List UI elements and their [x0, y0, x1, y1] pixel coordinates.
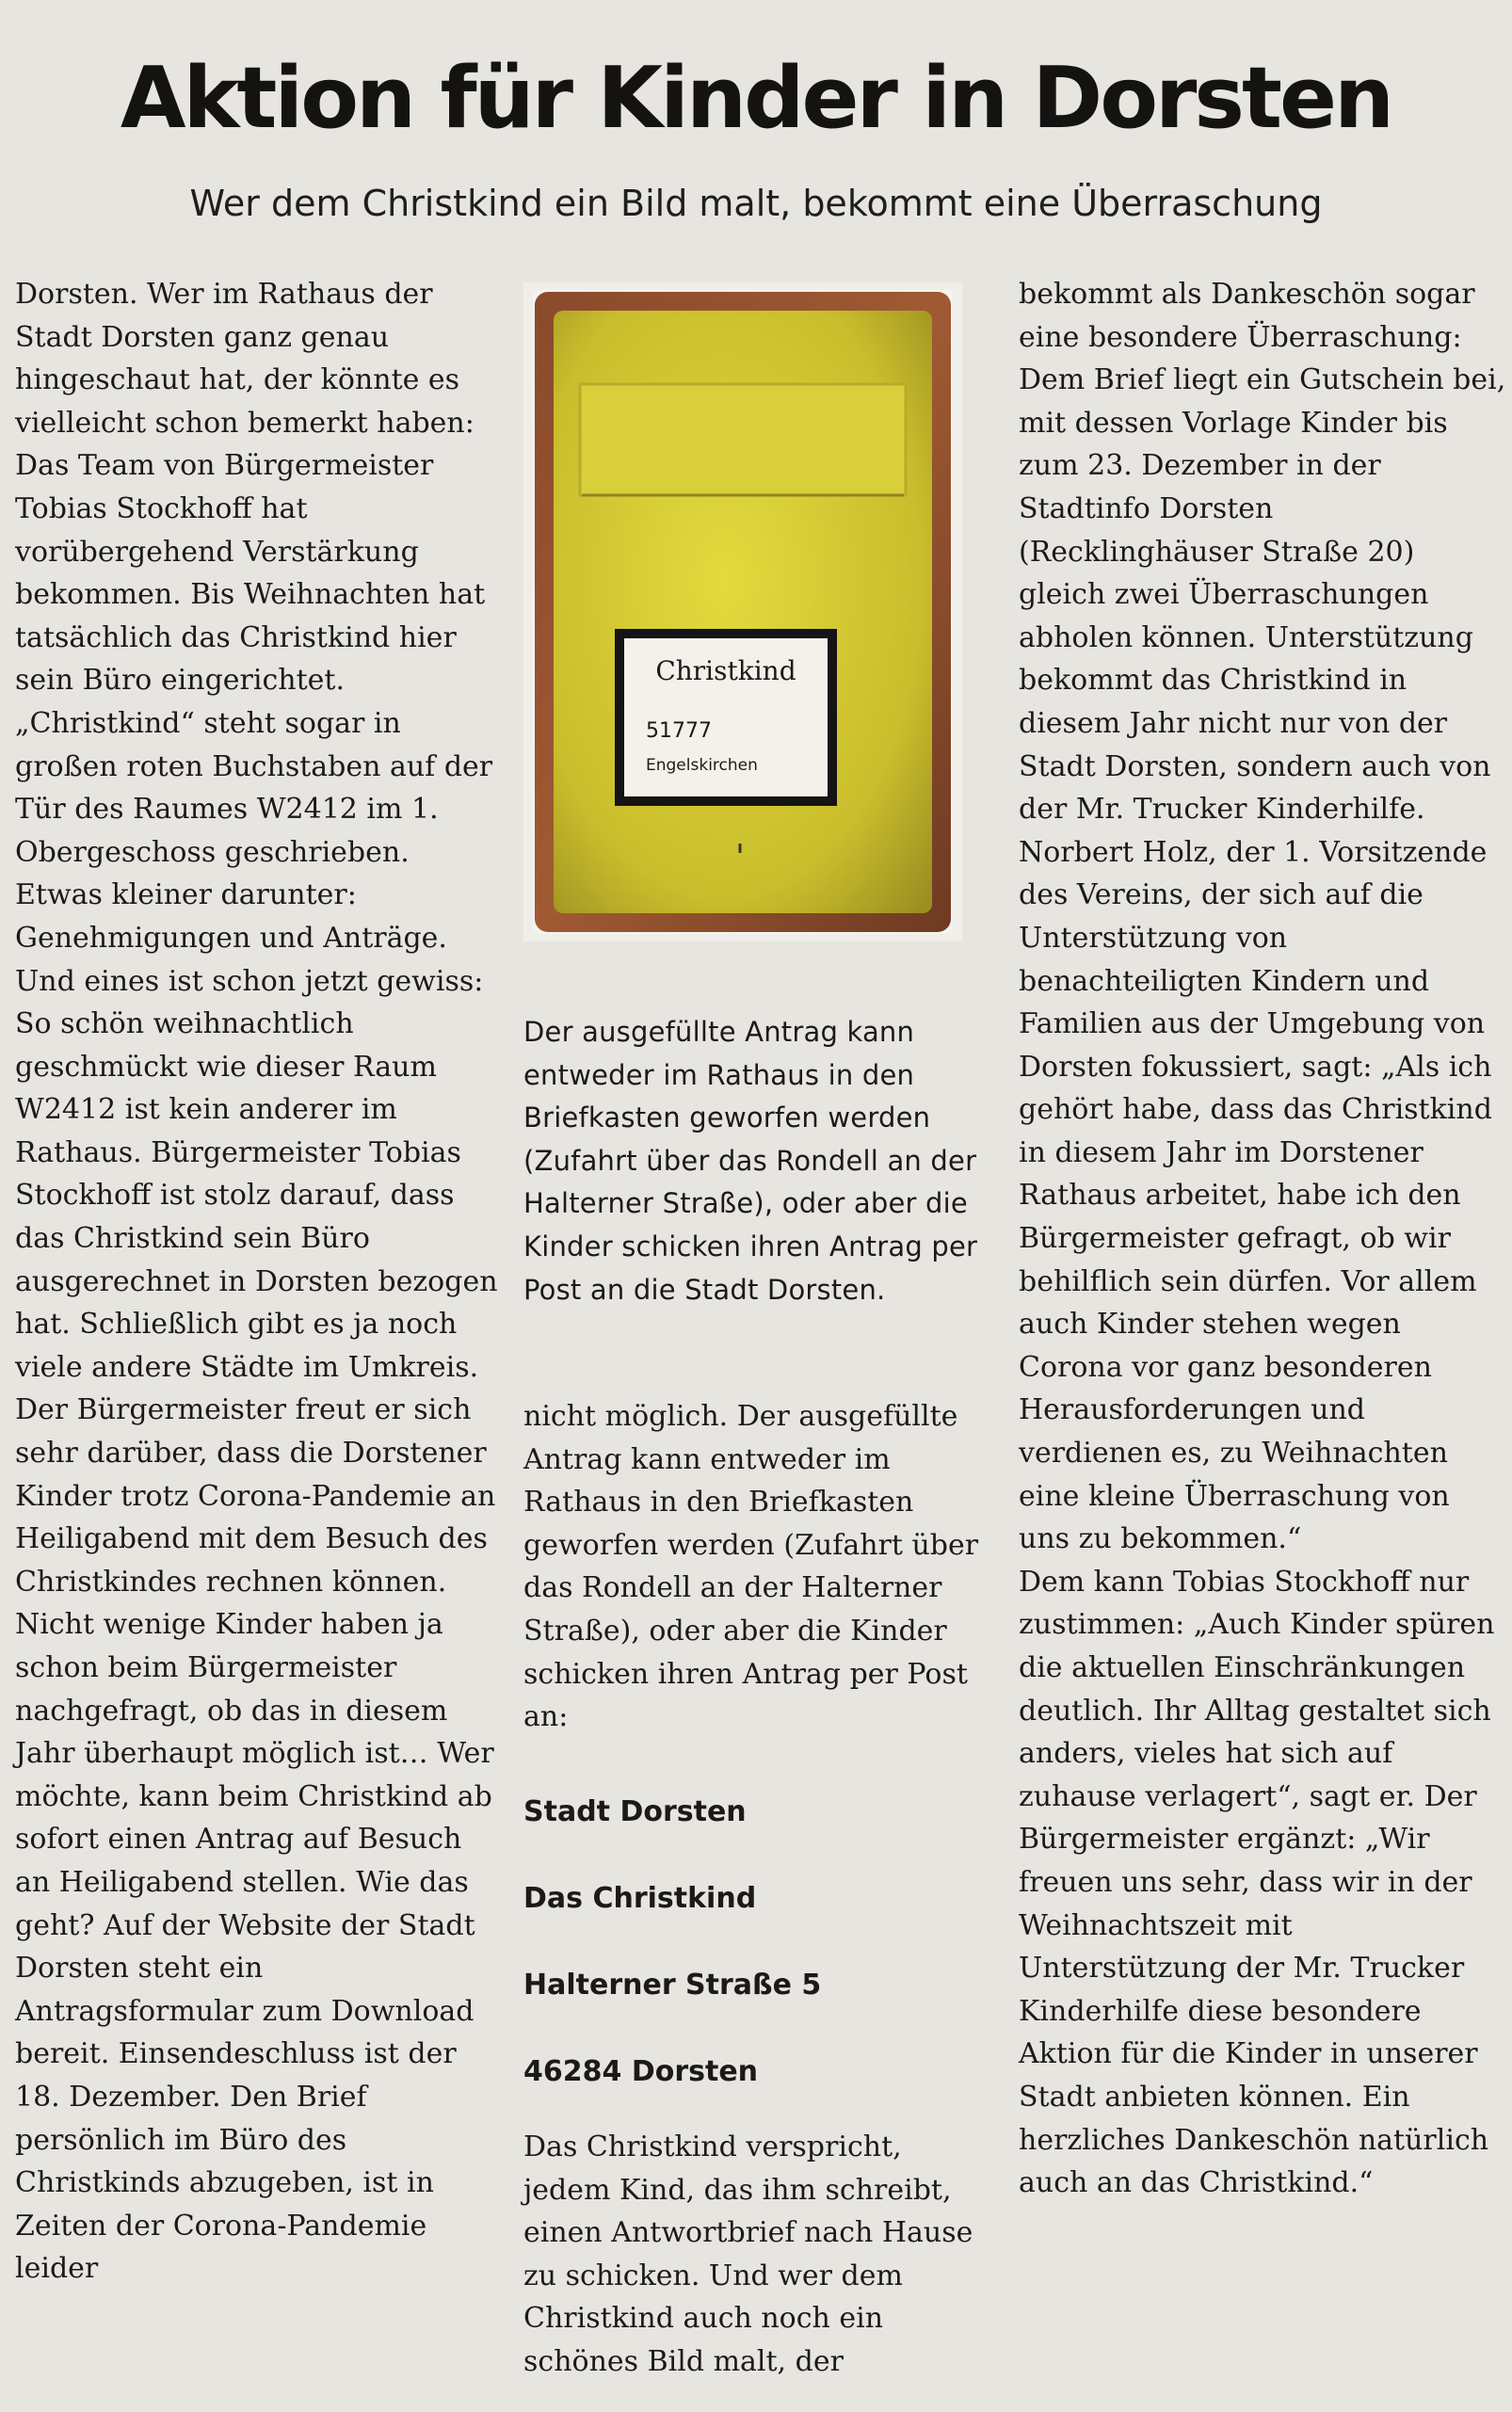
- column-2-serif-paragraph: nicht möglich. Der ausgefüllte Antrag kann entweder im Rathaus in den Briefkasten geworfen werden (Zufahrt über das Rondell an der Halterner Straße), oder aber die Kinder schicken ihren Antrag per Post an:: [523, 1400, 979, 1734]
- mailbox-illustration: [523, 282, 962, 941]
- column-2-sans-paragraph: Der ausgefüllte Antrag kann entweder im Rathaus in den Briefkasten geworfen werden (Zufahrt über das Rondell an der Halterner Straße), oder aber die Kinder schicken ihren Antrag per Post an die Stadt Dorsten.: [523, 1016, 978, 1306]
- label-zip: 51777: [646, 719, 712, 743]
- label-city: Engelskirchen: [646, 756, 758, 775]
- address-line-3: Halterner Straße 5: [523, 1969, 822, 2002]
- address-line-4: 46284 Dorsten: [523, 2055, 759, 2088]
- column-1: [15, 273, 505, 2291]
- mailbox-photo: [523, 282, 962, 941]
- column-3-paragraph-1: bekommt als Dankeschön sogar eine besondere Überraschung: Dem Brief liegt ein Gutschein bei, mit dessen Vorlage Kinder bis zum 23. Dezember in der Stadtinfo Dorsten (Recklinghäuser Straße 20) gleich zwei Überraschungen abholen können. Unterstützung bekommt das Christkind in diesem Jahr nicht nur von der Stadt Dorsten, sondern auch von der Mr. Trucker Kinderhilfe. Norbert Holz, der 1. Vorsitzende des Vereins, der sich auf die Unterstützung von benachteiligten Kindern und Familien aus der Umgebung von Dorsten fokussiert, sagt: „Als ich gehört habe, dass das Christkind in diesem Jahr im Dorstener Rathaus arbeitet, habe ich den Bürgermeister gefragt, ob wir behilflich sein dürfen. Vor allem auch Kinder stehen wegen Corona vor ganz besonderen Herausforderungen und verdienen es, zu Weihnachten eine kleine Überraschung von uns zu bekommen.“: [1019, 278, 1506, 1556]
- column-2-closing-paragraph: Das Christkind verspricht, jedem Kind, das ihm schreibt, einen Antwortbrief nach Hause zu schicken. Und wer dem Christkind auch noch ein schönes Bild malt, der: [523, 2131, 973, 2378]
- column-3: [1019, 273, 1508, 2205]
- column-3-paragraph-2: Dem kann Tobias Stockhoff nur zustimmen: „Auch Kinder spüren die aktuellen Einschränkungen deutlich. Ihr Alltag gestaltet sich anders, vieles hat sich auf zuhause verlagert“, sagt er. Der Bürgermeister ergänzt: „Wir freuen uns sehr, dass wir in der Weihnachtszeit mit Unterstützung der Mr. Trucker Kinderhilfe diese besondere Aktion für die Kinder in unserer Stadt anbieten können. Ein herzliches Dankeschön natürlich auch an das Christkind.“: [1019, 1565, 1495, 2200]
- headline: Aktion für Kinder in Dorsten: [120, 49, 1392, 148]
- label-title: Christkind: [655, 655, 796, 686]
- subheadline: Wer dem Christkind ein Bild malt, bekommt eine Überraschung: [189, 183, 1323, 224]
- address-line-1: Stadt Dorsten: [523, 1795, 747, 1828]
- mailbox-slot-flap: [580, 384, 906, 495]
- address-line-2: Das Christkind: [523, 1882, 757, 1915]
- column-1-text: Dorsten. Wer im Rathaus der Stadt Dorsten ganz genau hingeschaut hat, der könnte es vielleicht schon bemerkt haben: Das Team von Bürgermeister Tobias Stockhoff hat vorübergehend Verstärkung bekommen. Bis Weihnachten hat tatsächlich das Christkind hier sein Büro eingerichtet. „Christkind“ steht sogar in großen roten Buchstaben auf der Tür des Raumes W2412 im 1. Obergeschoss geschrieben. Etwas kleiner darunter: Genehmigungen und Anträge. Und eines ist schon jetzt gewiss: So schön weihnachtlich geschmückt wie dieser Raum W2412 ist kein anderer im Rathaus. Bürgermeister Tobias Stockhoff ist stolz darauf, dass das Christkind sein Büro ausgerechnet in Dorsten bezogen hat. Schließlich gibt es ja noch viele andere Städte im Umkreis. Der Bürgermeister freut er sich sehr darüber, dass die Dorstener Kinder trotz Corona-Pandemie an Heiligabend mit dem Besuch des Christkindes rechnen können. Nicht wenige Kinder haben ja schon beim Bürgermeister nachgefragt, ob das in diesem Jahr überhaupt möglich ist… Wer möchte, kann beim Christkind ab sofort einen Antrag auf Besuch an Heiligabend stellen. Wie das geht? Auf der Website der Stadt Dorsten steht ein Antragsformular zum Download bereit. Einsendeschluss ist der 18. Dezember. Den Brief persönlich im Büro des Christkinds abzugeben, ist in Zeiten der Corona-Pandemie leider: [15, 278, 498, 2286]
